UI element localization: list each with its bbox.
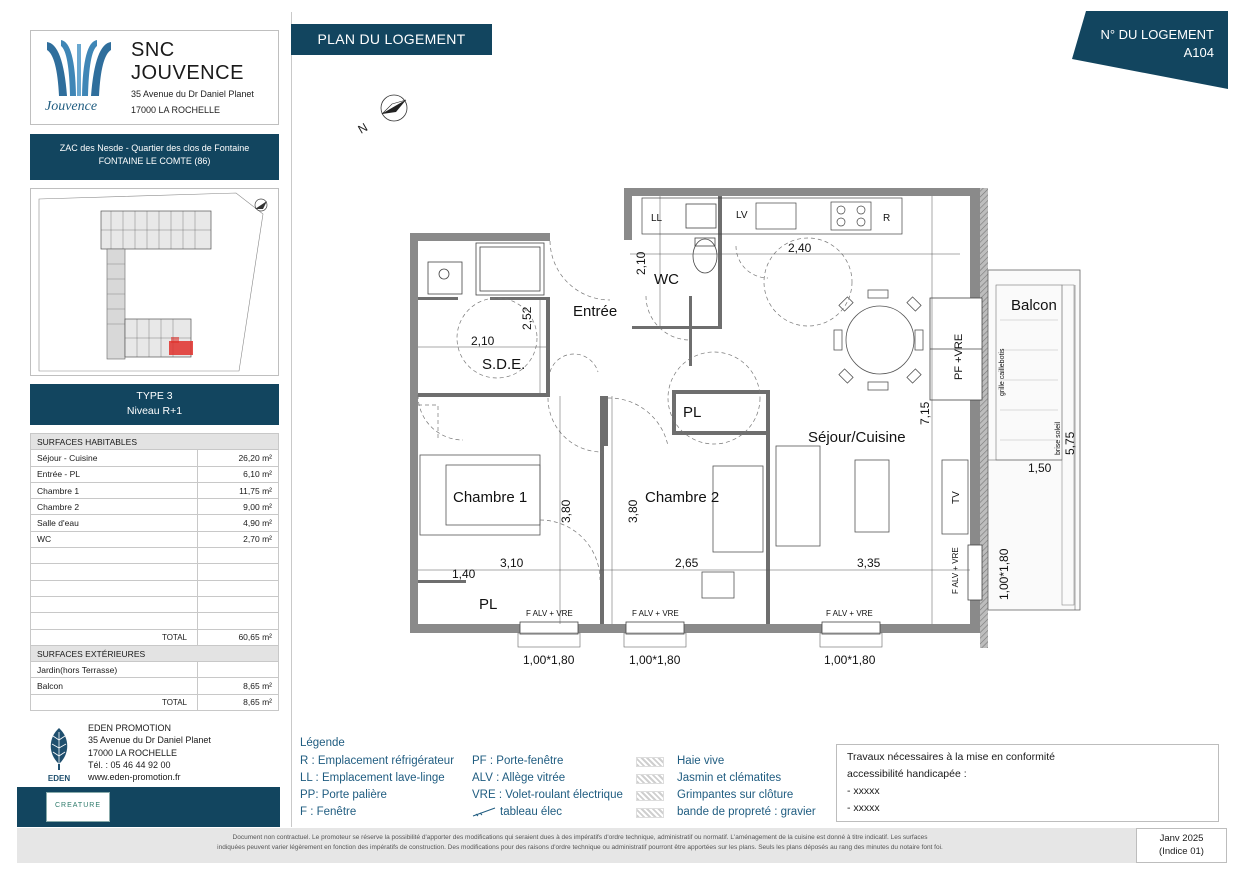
disclaimer xyxy=(60,833,1100,853)
compass-label: N xyxy=(355,120,371,137)
location-line1: ZAC des Nesde - Quartier des clos de Fontaine xyxy=(59,143,250,153)
row-label: WC xyxy=(31,531,198,547)
fixture-grille: grille caillebotis xyxy=(999,348,1006,396)
legend-item: tableau élec xyxy=(500,806,563,818)
room-sejour: Séjour/Cuisine xyxy=(808,429,906,446)
table-header-row xyxy=(31,434,279,450)
table-row xyxy=(31,531,279,547)
eden-tree-logo-icon xyxy=(44,724,74,784)
row-label: Chambre 2 xyxy=(31,499,198,515)
fixture-brise: brise soleil xyxy=(1055,421,1062,455)
promoter-name: EDEN PROMOTION xyxy=(88,723,172,733)
legend-item: Jasmin et clématites xyxy=(677,772,782,784)
row-value xyxy=(198,662,279,678)
dim-3-80-a: 3,80 xyxy=(559,499,573,523)
table-total-row xyxy=(31,694,279,710)
row-value: 4,90 m² xyxy=(198,515,279,531)
table-total-row xyxy=(31,629,279,645)
revision-box xyxy=(1136,828,1227,863)
location-line2: FONTAINE LE COMTE (86) xyxy=(98,156,211,166)
room-chambre-1: Chambre 1 xyxy=(453,489,528,506)
table-row-empty xyxy=(31,580,279,596)
legend-item: bande de propreté : gravier xyxy=(677,806,816,818)
table-row xyxy=(31,499,279,515)
kitchen-counter xyxy=(642,198,902,234)
plan-title: PLAN DU LOGEMENT xyxy=(291,24,492,55)
legend-item: ALV : Allège vitrée xyxy=(472,772,566,784)
legend-column-3 xyxy=(677,753,816,821)
promoter-address-line1: 35 Avenue du Dr Daniel Planet xyxy=(88,735,211,746)
table-row xyxy=(31,482,279,498)
grimpantes-swatch-icon xyxy=(636,791,664,801)
total-value: 60,65 m² xyxy=(198,629,279,645)
room-entree: Entrée xyxy=(573,303,618,320)
site-plan-thumbnail xyxy=(30,188,279,376)
eden-logo-text: EDEN xyxy=(47,774,71,783)
unit-number-label: N° DU LOGEMENT xyxy=(1100,27,1214,42)
table-row-empty xyxy=(31,596,279,612)
surfaces-habitable-header: SURFACES HABITABLES xyxy=(31,434,279,450)
table-row xyxy=(31,466,279,482)
dim-window-2: 1,00*1,80 xyxy=(629,653,681,667)
row-label: Jardin(hors Terrasse) xyxy=(31,662,198,678)
table-row xyxy=(31,450,279,466)
dim-2-40: 2,40 xyxy=(788,241,812,255)
floor-plan xyxy=(400,180,1100,685)
surfaces-table xyxy=(30,433,279,711)
row-label: Séjour - Cuisine xyxy=(31,450,198,466)
table-row-empty xyxy=(31,613,279,629)
revision-date: Janv 2025 xyxy=(1159,833,1204,844)
north-compass-icon xyxy=(354,90,414,140)
disclaimer-line2: indiquées peuvent varier légèrement en fonction des impératifs de construction. Des modifications pour des raisons d'ordre technique ou administratif pourront être apportées sur les plans. Seuls les plans déposés au rang des minutes du notaire font foi. xyxy=(217,844,943,851)
company-address-line1: 35 Avenue du Dr Daniel Planet xyxy=(131,89,254,99)
fixture-lv: LV xyxy=(736,210,748,221)
total-label: TOTAL xyxy=(31,629,198,645)
dim-3-80-b: 3,80 xyxy=(626,499,640,523)
room-sde: S.D.E. xyxy=(482,356,526,373)
room-balcon: Balcon xyxy=(1011,297,1057,314)
dim-1-50: 1,50 xyxy=(1028,461,1052,475)
unit-number-block xyxy=(1090,26,1214,62)
legend-item-elec xyxy=(472,804,623,821)
unit-number: A104 xyxy=(1183,45,1214,60)
row-value: 11,75 m² xyxy=(198,482,279,498)
dim-7-15: 7,15 xyxy=(918,401,932,425)
room-pl-2: PL xyxy=(479,596,498,613)
legend-item: Grimpantes sur clôture xyxy=(677,789,794,801)
site-plan-drawing xyxy=(31,189,279,376)
row-value: 8,65 m² xyxy=(198,678,279,694)
fixture-tv: TV xyxy=(951,491,962,504)
interior-walls xyxy=(418,196,770,624)
fixture-ll: LL xyxy=(651,213,663,224)
dim-window-1: 1,00*1,80 xyxy=(523,653,575,667)
gravier-swatch-icon xyxy=(636,808,664,818)
unit-type: TYPE 3 xyxy=(136,390,173,402)
unit-level: Niveau R+1 xyxy=(126,405,183,417)
row-label: Entrée - PL xyxy=(31,466,198,482)
dim-2-10-sde: 2,10 xyxy=(471,334,495,348)
door-swings xyxy=(418,238,852,580)
ext-total-label: TOTAL xyxy=(31,694,198,710)
fixture-pf-vre: PF +VRE xyxy=(953,333,965,380)
location-banner xyxy=(30,134,279,180)
legend-item: R : Emplacement réfrigérateur xyxy=(300,755,455,767)
dim-5-75: 5,75 xyxy=(1063,431,1077,455)
window-tag-1: F ALV + VRE xyxy=(526,609,573,618)
dim-2-10-wc: 2,10 xyxy=(634,251,648,275)
accessibility-works-box xyxy=(836,744,1219,822)
works-line2: accessibilité handicapée : xyxy=(847,768,967,780)
row-value: 6,10 m² xyxy=(198,466,279,482)
table-row-empty xyxy=(31,548,279,564)
promoter-address-line2: 17000 LA ROCHELLE xyxy=(88,747,178,758)
window-tag-3: F ALV + VRE xyxy=(826,609,873,618)
row-value: 26,20 m² xyxy=(198,450,279,466)
room-wc: WC xyxy=(654,271,679,288)
company-address-line2: 17000 LA ROCHELLE xyxy=(131,105,221,115)
works-item: - xxxxx xyxy=(847,802,880,814)
window-tags xyxy=(526,547,960,618)
legend-item: F : Fenêtre xyxy=(300,806,357,818)
works-line1: Travaux nécessaires à la mise en conformité xyxy=(847,751,1055,763)
window-frames xyxy=(518,633,882,647)
unit-type-banner xyxy=(30,384,279,425)
dim-side-window: 1,00*1,80 xyxy=(997,548,1011,600)
legend-column-2 xyxy=(472,753,623,821)
promoter-block xyxy=(88,722,211,783)
room-chambre-2: Chambre 2 xyxy=(645,489,720,506)
dim-1-40: 1,40 xyxy=(452,567,476,581)
legend-item: PF : Porte-fenêtre xyxy=(472,755,564,767)
haie-vive-swatch-icon xyxy=(636,757,664,767)
dim-2-65: 2,65 xyxy=(675,556,699,570)
company-address xyxy=(131,86,254,118)
disclaimer-line1: Document non contractuel. Le promoteur se réserve la possibilité d'apporter des modifications qui seraient dues à des impératifs d'ordre technique, administratif ou normatif. L'aménagement de la cuisine est donné à titre indicatif. Les surfaces xyxy=(232,834,928,841)
dim-window-3: 1,00*1,80 xyxy=(824,653,876,667)
table-row xyxy=(31,678,279,694)
company-block xyxy=(30,30,279,125)
table-row xyxy=(31,662,279,678)
works-item: - xxxxx xyxy=(847,785,880,797)
row-value: 9,00 m² xyxy=(198,499,279,515)
table-row-empty xyxy=(31,564,279,580)
row-label: Chambre 1 xyxy=(31,482,198,498)
window-tag-side: F ALV + VRE xyxy=(951,547,960,594)
dim-3-35: 3,35 xyxy=(857,556,881,570)
legend-column-1 xyxy=(300,753,454,821)
legend-item: LL : Emplacement lave-linge xyxy=(300,772,445,784)
logo-wordmark: Jouvence xyxy=(45,99,98,114)
legend-item: PP: Porte palière xyxy=(300,789,387,801)
jasmin-swatch-icon xyxy=(636,774,664,784)
revision-index: (Indice 01) xyxy=(1159,846,1204,857)
tableau-elec-icon xyxy=(472,807,496,817)
column-divider xyxy=(291,12,292,827)
dim-3-10: 3,10 xyxy=(500,556,524,570)
ext-total-value: 8,65 m² xyxy=(198,694,279,710)
company-name: SNC JOUVENCE xyxy=(131,39,244,84)
surfaces-exterior-header: SURFACES EXTÉRIEURES xyxy=(31,645,279,661)
fixture-r: R xyxy=(883,213,891,224)
row-label: Balcon xyxy=(31,678,198,694)
window-tag-2: F ALV + VRE xyxy=(632,609,679,618)
table-row xyxy=(31,515,279,531)
row-value: 2,70 m² xyxy=(198,531,279,547)
promoter-phone: Tél. : 05 46 44 92 00 xyxy=(88,759,171,770)
room-pl-1: PL xyxy=(683,404,702,421)
architect-logo: CREATURE xyxy=(46,792,110,822)
legend-title: Légende xyxy=(300,737,345,749)
row-label: Salle d'eau xyxy=(31,515,198,531)
legend-item: VRE : Volet-roulant électrique xyxy=(472,789,623,801)
legend-item: Haie vive xyxy=(677,755,725,767)
dim-2-52: 2,52 xyxy=(520,306,534,330)
promoter-website[interactable]: www.eden-promotion.fr xyxy=(88,772,181,783)
table-header-row xyxy=(31,645,279,661)
